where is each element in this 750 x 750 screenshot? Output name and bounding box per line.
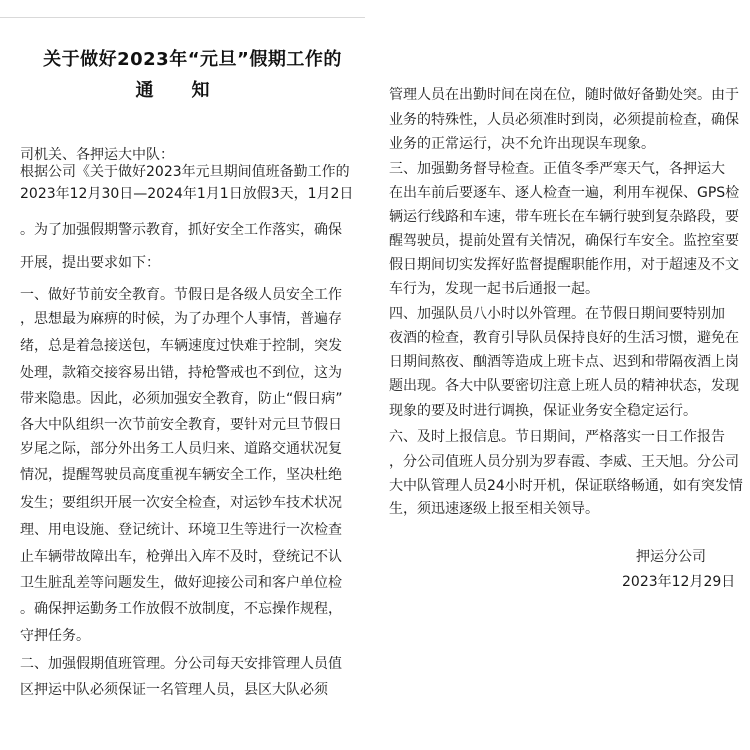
right-line-2: 业务的正常运行，决不允许出现误车现象。 — [389, 136, 655, 152]
left-line-1: 根据公司《关于做好2023年元旦期间值班备勤工作的 — [20, 164, 350, 180]
right-line-5: 辆运行线路和车速，带车班长在车辆行驶到复杂路段，要 — [389, 209, 739, 225]
signature-org: 押运分公司 — [636, 549, 706, 565]
left-line-12: 情况，提醒驾驶员高度重视车辆安全工作，坚决杜绝 — [20, 467, 342, 483]
document-page-left — [0, 0, 365, 750]
right-line-14: 六、及时上报信息。节日期间，严格落实一日工作报告 — [389, 429, 725, 445]
left-line-11: 岁尾之际，部分外出务工人员归来、道路交通状况复 — [20, 441, 342, 457]
right-line-12: 题出现。各大中队要密切注意上班人员的精神状态，发现 — [389, 378, 739, 394]
document-title-line2: 通知 — [135, 80, 248, 101]
right-line-17: 生，须迅速逐级上报至相关领导。 — [389, 501, 599, 517]
right-line-15: ，分公司值班人员分别为罗春霞、李威、王天旭。分公司 — [389, 454, 739, 470]
left-line-16: 卫生脏乱差等问题发生，做好迎接公司和客户单位检 — [20, 575, 342, 591]
left-line-18: 守押任务。 — [20, 628, 90, 644]
left-line-4: 开展，提出要求如下： — [20, 255, 160, 271]
left-line-17: 。确保押运勤务工作放假不放制度，不忘操作规程， — [20, 601, 342, 617]
document-page-right — [379, 68, 750, 750]
right-line-4: 在出车前后要逐车、逐人检查一遍，利用车视保、GPS检 — [389, 185, 740, 201]
right-line-16: 大中队管理人员24小时开机，保证联络畅通，如有突发情 — [389, 478, 743, 494]
left-line-15: 止车辆带故障出车，枪弹出入库不及时，登统记不认 — [20, 549, 342, 565]
signature-date: 2023年12月29日 — [622, 574, 736, 590]
left-line-7: 绪，总是着急接送包，车辆速度过快难于控制，突发 — [20, 338, 342, 354]
left-line-19: 二、加强假期值班管理。分公司每天安排管理人员值 — [20, 656, 342, 672]
right-line-8: 车行为，发现一起书后通报一起。 — [389, 281, 599, 297]
right-line-7: 假日期间切实发挥好监督提醒职能作用，对于超速及不文 — [389, 257, 739, 273]
right-line-1: 业务的特殊性，人员必须准时到岗，必须提前检查，确保 — [389, 112, 739, 128]
right-line-6: 醒驾驶员，提前处置有关情况，确保行车安全。监控室要 — [389, 233, 739, 249]
right-line-11: 日期间熬夜、酗酒等造成上班卡点、迟到和带隔夜酒上岗 — [389, 354, 739, 370]
left-line-13: 发生；要组织开展一次安全检查，对运钞车技术状况 — [20, 495, 342, 511]
left-line-14: 理、用电设施、登记统计、环境卫生等进行一次检查 — [20, 522, 342, 538]
left-line-6: ，思想最为麻痹的时候，为了办理个人事情，普遍存 — [20, 311, 342, 327]
right-line-10: 夜酒的检查，教育引导队员保持良好的生活习惯，避免在 — [389, 330, 739, 346]
left-line-20: 区押运中队必须保证一名管理人员，县区大队必须 — [20, 682, 328, 698]
left-line-0: 司机关、各押运大中队： — [20, 147, 174, 163]
left-line-8: 处理，款箱交接容易出错，持枪警戒也不到位，这为 — [20, 365, 342, 381]
left-line-3: 。为了加强假期警示教育，抓好安全工作落实，确保 — [20, 222, 342, 238]
right-line-9: 四、加强队员八小时以外管理。在节假日期间要特别加 — [389, 306, 725, 322]
document-title-line1: 关于做好2023年“元旦”假期工作的 — [43, 49, 342, 70]
right-line-0: 管理人员在出勤时间在岗在位，随时做好备勤处突。由于 — [389, 87, 739, 103]
left-line-10: 各大中队组织一次节前安全教育，要针对元旦节假日 — [20, 417, 342, 433]
left-line-2: 2023年12月30日—2024年1月1日放假3天，1月2日 — [20, 186, 354, 202]
left-line-5: 一、做好节前安全教育。节假日是各级人员安全工作 — [20, 287, 342, 303]
left-line-9: 带来隐患。因此，必须加强安全教育，防止“假日病” — [20, 391, 343, 407]
right-line-13: 现象的要及时进行调换，保证业务安全稳定运行。 — [389, 403, 697, 419]
right-line-3: 三、加强勤务督导检查。正值冬季严寒天气，各押运大 — [389, 161, 725, 177]
page-top-rule — [0, 17, 365, 18]
